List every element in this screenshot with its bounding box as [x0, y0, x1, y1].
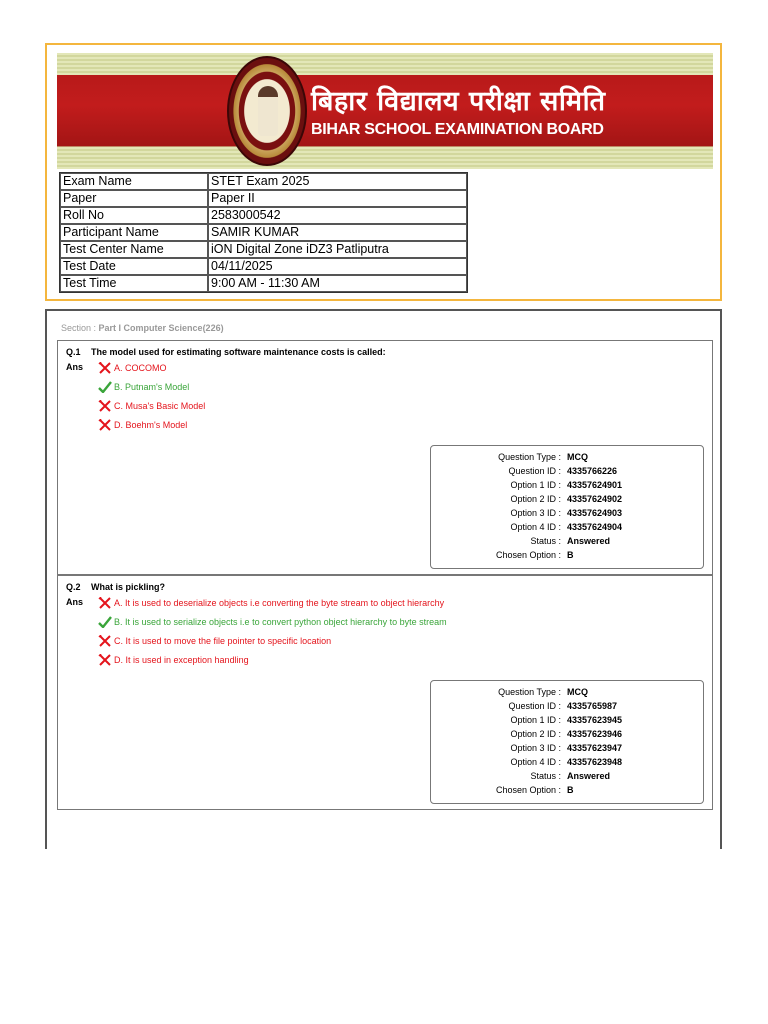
cross-icon: [98, 400, 112, 412]
option-text: C. It is used to move the file pointer to specific location: [114, 636, 332, 646]
cross-icon: [98, 362, 112, 374]
info-label: Test Center Name: [60, 241, 208, 258]
option-b: [98, 381, 189, 393]
meta-key: Option 2 ID :: [510, 494, 561, 504]
question-panel: [45, 309, 722, 849]
section-prefix: Section :: [61, 323, 99, 333]
meta-value: B: [567, 550, 574, 560]
info-label: Test Date: [60, 258, 208, 275]
header-card: [45, 43, 722, 301]
meta-row: [431, 493, 703, 505]
option-text: C. Musa's Basic Model: [114, 401, 206, 411]
info-row: [60, 275, 467, 292]
option-text: D. Boehm's Model: [114, 420, 188, 430]
bseb-banner: [57, 53, 713, 169]
question-meta-box: [430, 680, 704, 804]
meta-value: 43357623946: [567, 729, 623, 739]
meta-row: [431, 521, 703, 533]
option-text: B. It is used to serialize objects i.e to convert python object hierarchy to byte stream: [114, 617, 447, 627]
info-value: 04/11/2025: [208, 258, 467, 275]
option-a: [98, 362, 167, 374]
meta-key: Question ID :: [508, 701, 561, 711]
meta-value: 43357624901: [567, 480, 623, 490]
option-c: [98, 400, 205, 412]
option-text: A. COCOMO: [114, 363, 167, 373]
meta-row: [431, 700, 703, 712]
info-value: 9:00 AM - 11:30 AM: [208, 275, 467, 292]
meta-key: Option 1 ID :: [510, 480, 561, 490]
cross-icon: [98, 654, 112, 666]
option-text: B. Putnam's Model: [114, 382, 190, 392]
info-value: SAMIR KUMAR: [208, 224, 467, 241]
meta-row: [431, 465, 703, 477]
info-row: [60, 207, 467, 224]
option-d: [98, 419, 187, 431]
meta-value: MCQ: [567, 452, 588, 462]
meta-key: Option 4 ID :: [510, 522, 561, 532]
option-text: D. It is used in exception handling: [114, 655, 249, 665]
meta-value: 4335765987: [567, 701, 618, 711]
meta-value: 43357623945: [567, 715, 623, 725]
question-text: The model used for estimating software maintenance costs is called:: [91, 347, 386, 357]
check-icon: [98, 616, 112, 628]
meta-row: [431, 784, 703, 796]
info-row: [60, 173, 467, 190]
meta-row: [431, 451, 703, 463]
info-label: Exam Name: [60, 173, 208, 190]
seal-figure: [258, 86, 278, 136]
info-label: Paper: [60, 190, 208, 207]
info-row: [60, 224, 467, 241]
meta-row: [431, 535, 703, 547]
option-a: [98, 597, 444, 609]
meta-key: Option 2 ID :: [510, 729, 561, 739]
meta-row: [431, 714, 703, 726]
meta-key: Option 4 ID :: [510, 757, 561, 767]
banner-top-stripes: [57, 53, 713, 75]
info-row: [60, 258, 467, 275]
meta-row: [431, 549, 703, 561]
banner-bottom-stripes: [57, 147, 713, 169]
meta-row: [431, 479, 703, 491]
info-value: 2583000542: [208, 207, 467, 224]
meta-value: MCQ: [567, 687, 588, 697]
cross-icon: [98, 635, 112, 647]
option-d: [98, 654, 249, 666]
info-value: STET Exam 2025: [208, 173, 467, 190]
option-text: A. It is used to deserialize objects i.e converting the byte stream to object hierarchy: [114, 598, 445, 608]
info-value: Paper II: [208, 190, 467, 207]
option-c: [98, 635, 331, 647]
question-text: What is pickling?: [91, 582, 166, 592]
meta-value: 43357623947: [567, 743, 623, 753]
meta-row: [431, 756, 703, 768]
meta-key: Chosen Option :: [495, 550, 561, 560]
answer-label: Ans: [66, 597, 84, 607]
banner-english-title: BIHAR SCHOOL EXAMINATION BOARD: [311, 121, 604, 138]
meta-value: Answered: [567, 536, 611, 546]
meta-key: Question Type :: [498, 687, 561, 697]
meta-value: 43357624904: [567, 522, 623, 532]
option-b: [98, 616, 447, 628]
question-card: [57, 340, 713, 575]
answer-label: Ans: [66, 362, 84, 372]
meta-key: Question Type :: [498, 452, 561, 462]
meta-key: Option 1 ID :: [510, 715, 561, 725]
banner-hindi-title: बिहार विद्यालय परीक्षा समिति: [311, 86, 606, 117]
question-card: [57, 575, 713, 810]
bseb-seal-logo: [227, 56, 307, 166]
meta-key: Option 3 ID :: [510, 508, 561, 518]
meta-row: [431, 742, 703, 754]
meta-value: 43357624902: [567, 494, 623, 504]
candidate-info-table: [59, 172, 468, 293]
meta-value: 4335766226: [567, 466, 618, 476]
meta-row: [431, 728, 703, 740]
meta-row: [431, 507, 703, 519]
info-label: Participant Name: [60, 224, 208, 241]
meta-key: Chosen Option :: [495, 785, 561, 795]
meta-value: B: [567, 785, 574, 795]
meta-key: Option 3 ID :: [510, 743, 561, 753]
meta-value: 43357624903: [567, 508, 623, 518]
meta-row: [431, 770, 703, 782]
question-meta-box: [430, 445, 704, 569]
meta-row: [431, 686, 703, 698]
question-number: Q.1: [66, 347, 81, 357]
check-icon: [98, 381, 112, 393]
cross-icon: [98, 597, 112, 609]
info-row: [60, 241, 467, 258]
section-name: Part I Computer Science(226): [98, 323, 224, 333]
section-heading: [61, 323, 224, 333]
meta-value: 43357623948: [567, 757, 623, 767]
info-label: Roll No: [60, 207, 208, 224]
info-value: iON Digital Zone iDZ3 Patliputra: [208, 241, 467, 258]
meta-key: Status :: [530, 771, 561, 781]
meta-key: Question ID :: [508, 466, 561, 476]
meta-key: Status :: [530, 536, 561, 546]
meta-value: Answered: [567, 771, 611, 781]
info-label: Test Time: [60, 275, 208, 292]
question-number: Q.2: [66, 582, 81, 592]
cross-icon: [98, 419, 112, 431]
info-row: [60, 190, 467, 207]
